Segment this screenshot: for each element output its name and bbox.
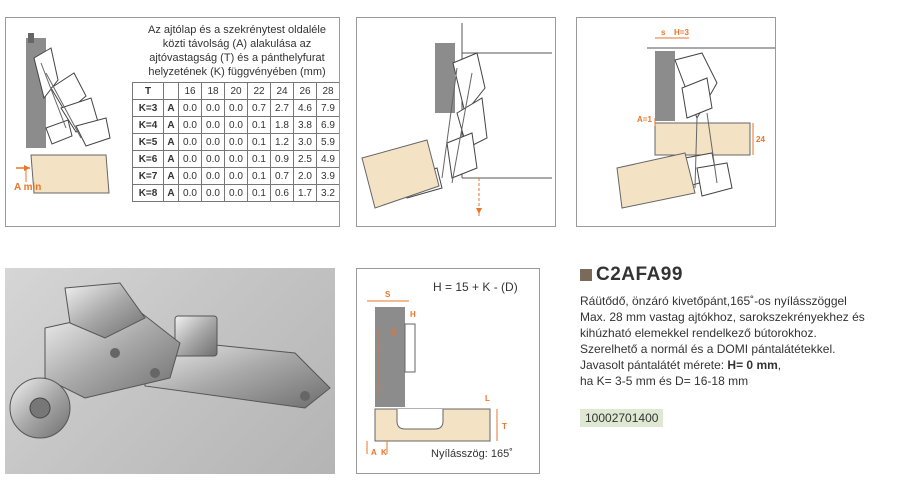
s-label: s [661,28,666,37]
values-grid [132,82,340,202]
col-header: 20 [225,83,248,100]
closed-hinge-diagram-panel [576,17,776,227]
product-code-badge: 10002701400 [580,409,663,427]
distance-table [132,23,340,202]
product-title: C2AFA99 [596,264,683,285]
distance-table-panel [5,17,340,227]
table-title: Az ajtólap és a szekrénytest oldaléle közti távolság (A) alakulása az ajtóvastagság (T) és a pánthelyfurat helyzetének (K) függvényében (mm) [148,24,326,78]
col-header: 18 [202,83,225,100]
product-description [580,293,895,389]
t-dim-label: T [502,422,507,431]
d-dim-label: D [391,328,397,337]
desc-line: kihúzható elemekkel rendelkező bútorokhoz. [580,326,817,340]
product-header [580,264,683,286]
desc-line: Szerelhető a normál és a DOMI pántalátétekkel. [580,342,836,356]
table-row: K=4 A 0.0 0.0 0.0 0.1 1.8 3.8 6.9 [133,117,340,134]
desc-line: Ráütődő, önzáró kivetőpánt,165˚-os nyílásszöggel [580,294,847,308]
product-square-icon [580,269,592,281]
open-hinge-diagram-panel [356,17,556,227]
dimension-diagram-panel [356,268,540,474]
col-header: 22 [248,83,271,100]
dimension-diagram [357,269,540,474]
desc-line: Max. 28 mm vastag ajtókhoz, sarokszekrényekhez és [580,310,865,324]
a-dim-label: A [371,448,377,457]
desc-line: ha K= 3-5 mm és D= 16-18 mm [580,374,749,388]
table-row: K=6 A 0.0 0.0 0.0 0.1 0.9 2.5 4.9 [133,151,340,168]
table-row: K=7 A 0.0 0.0 0.0 0.1 0.7 2.0 3.9 [133,168,340,185]
col-header: 16 [179,83,202,100]
k-dim-label: K [381,448,387,457]
table-header-row [133,83,340,100]
col-header: 28 [317,83,340,100]
dim-24-label: 24 [756,135,765,144]
t-header: T [133,83,164,100]
h-dim-label: H [410,310,416,319]
hinge-photo-illustration [5,268,335,474]
hinge-photo [5,268,335,474]
table-row: K=3 A 0.0 0.0 0.0 0.7 2.7 4.6 7.9 [133,100,340,117]
closed-hinge-diagram [577,18,776,227]
table-row: K=8 A 0.0 0.0 0.0 0.1 0.6 1.7 3.2 [133,185,340,202]
col-header: 26 [294,83,317,100]
a-min-label: A min [14,182,42,193]
hinge-min-distance-diagram [6,18,126,227]
table-row: K=5 A 0.0 0.0 0.0 0.1 1.2 3.0 5.9 [133,134,340,151]
a1-label: A=1 [637,115,652,124]
s-dim-label: S [385,290,391,299]
open-hinge-diagram [357,18,556,227]
opening-angle-label: Nyílásszög: 165˚ [431,448,513,460]
col-header: 24 [271,83,294,100]
desc-line: Javasolt pántalátét mérete: H= 0 mm, [580,358,782,372]
h3-label: H=3 [674,28,689,37]
formula-label: H = 15 + K - (D) [433,280,518,294]
l-dim-label: L [485,394,490,403]
